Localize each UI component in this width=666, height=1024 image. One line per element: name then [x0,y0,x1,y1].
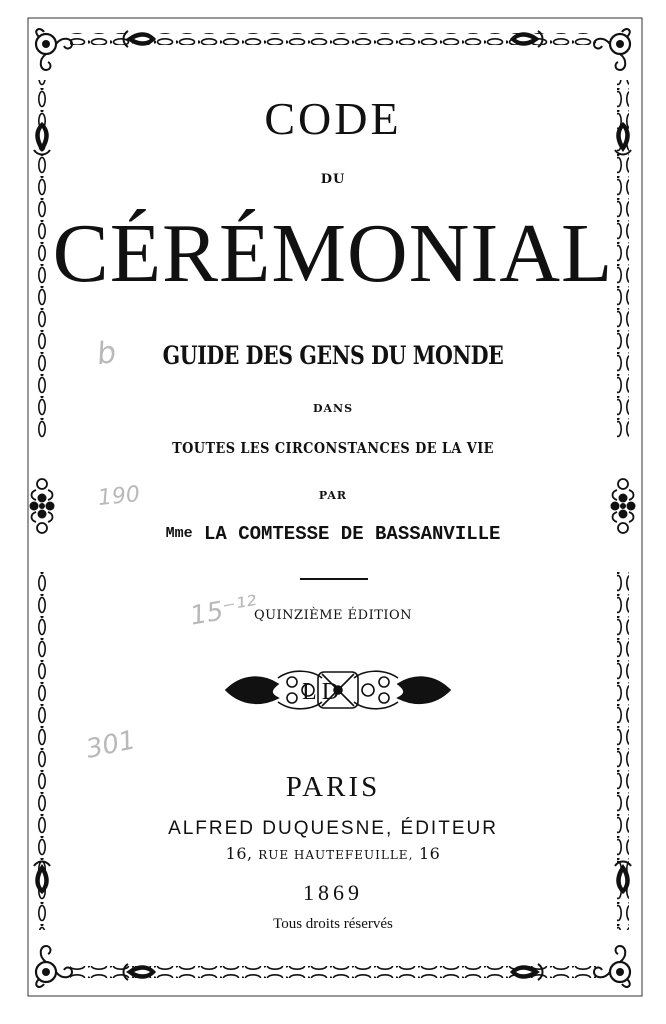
subtitle: GUIDE DES GENS DU MONDE [162,341,504,370]
address-number: 16, [225,844,253,863]
author-prefix: Mme [165,525,193,542]
title-code: CODE [264,93,402,144]
edition: QUINZIÈME ÉDITION [253,608,413,623]
address-number: 16 [418,844,441,863]
pencil-mark: b [94,334,119,373]
title-main: CÉRÉMONIAL [52,207,614,300]
pencil-mark: 190 [96,481,142,512]
imprint-city: PARIS [285,771,381,803]
corner-flourish-icon [594,946,630,987]
monogram-letters: L D [302,679,340,705]
imprint-address [0,844,666,863]
author-name: LA COMTESSE DE BASSANVILLE [203,523,501,545]
author-line [0,523,666,545]
pencil-mark: 301 [83,725,139,765]
publisher-monogram-ornament [222,664,454,716]
pencil-mark: 15⁻¹² [187,590,260,632]
imprint-rights: Tous droits réservés [273,916,393,932]
subtitle-2: TOUTES LES CIRCONSTANCES DE LA VIE [172,439,494,457]
imprint-publisher: ALFRED DUQUESNE, ÉDITEUR [168,818,498,839]
author-connector: PAR [318,489,348,502]
divider-rule [300,578,368,580]
corner-flourish-icon [594,29,630,70]
imprint-year: 1869 [303,880,363,905]
corner-flourish-icon [36,946,72,987]
title-du: DU [320,172,346,187]
subtitle-connector: DANS [312,402,354,415]
corner-flourish-icon [36,29,72,70]
address-street: RUE HAUTEFEUILLE, [258,848,414,862]
